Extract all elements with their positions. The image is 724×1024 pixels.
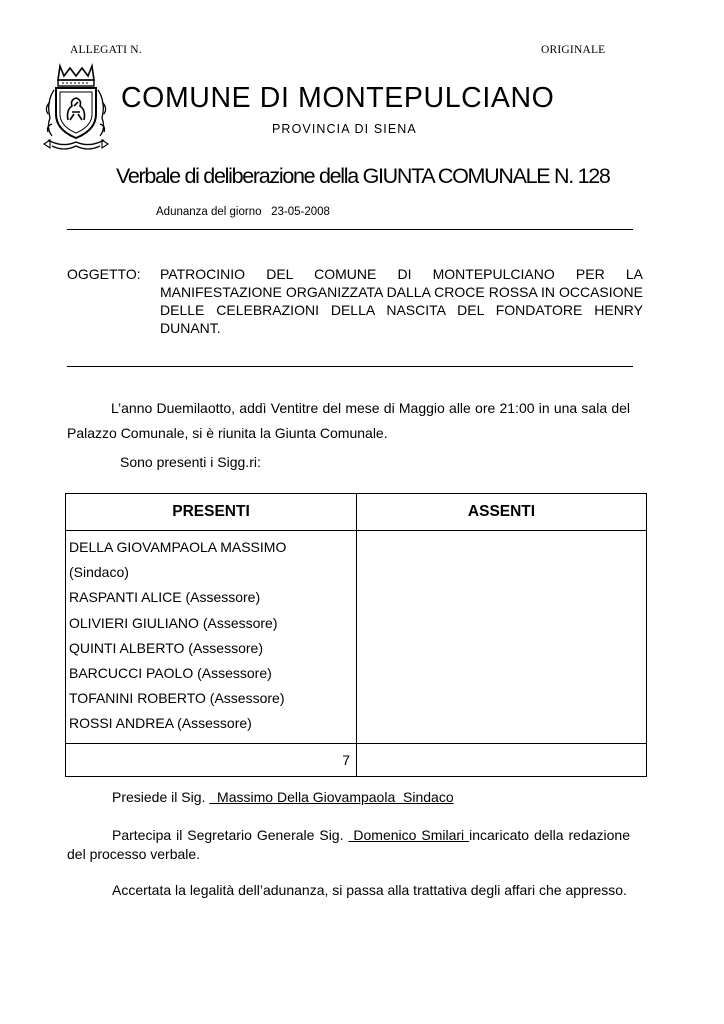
assenti-header: ASSENTI bbox=[357, 494, 647, 531]
presiede-name: Massimo Della Giovampaola Sindaco bbox=[209, 789, 454, 805]
divider bbox=[67, 366, 633, 367]
list-item: DELLA GIOVAMPAOLA MASSIMO bbox=[69, 539, 287, 555]
provincia-subtitle: PROVINCIA DI SIENA bbox=[272, 122, 417, 136]
partecipa-suffix: incaricato della redazione del processo verbale. bbox=[67, 827, 630, 862]
opening-paragraph: L’anno Duemilaotto, addì Ventitre del mese di Maggio alle ore 21:00 in una sala del Palazzo Comunale, si è riunita la Giunta Comunale. bbox=[67, 400, 630, 441]
list-item: BARCUCCI PAOLO (Assessore) bbox=[69, 664, 272, 681]
originale-label: ORIGINALE bbox=[541, 44, 606, 56]
municipal-crest-icon bbox=[42, 62, 110, 152]
oggetto-text: PATROCINIO DEL COMUNE DI MONTEPULCIANO PER LA MANIFESTAZIONE ORGANIZZATA DALLA CROCE ROSSA IN OCCASIONE DELLE CELEBRAZIONI DELLA NASCITA DEL FONDATORE HENRY DUNANT. bbox=[160, 266, 643, 336]
presenti-count: 7 bbox=[66, 743, 357, 776]
oggetto-label: OGGETTO: bbox=[67, 266, 141, 282]
adunanza-label: Adunanza del giorno bbox=[156, 206, 262, 218]
list-item: ROSSI ANDREA (Assessore) bbox=[69, 715, 252, 732]
partecipa-prefix: Partecipa il Segretario Generale Sig. bbox=[112, 827, 349, 843]
list-item: (Sindaco) bbox=[69, 564, 129, 581]
segretario-name: Domenico Smilari bbox=[348, 827, 470, 843]
adunanza-date: 23-05-2008 bbox=[271, 206, 330, 218]
divider bbox=[67, 229, 633, 230]
list-item: OLIVIERI GIULIANO (Assessore) bbox=[69, 614, 278, 631]
allegati-label: ALLEGATI N. bbox=[70, 44, 142, 56]
verbale-title: Verbale di deliberazione della GIUNTA COMUNALE N. 128 bbox=[116, 164, 610, 188]
partecipa-paragraph bbox=[67, 826, 630, 864]
attendance-table bbox=[65, 493, 647, 777]
list-item: RASPANTI ALICE (Assessore) bbox=[69, 589, 261, 606]
presenti-intro: Sono presenti i Sigg.ri: bbox=[120, 454, 261, 470]
list-item: QUINTI ALBERTO (Assessore) bbox=[69, 639, 263, 656]
list-item: TOFANINI ROBERTO (Assessore) bbox=[69, 690, 285, 707]
assenti-count bbox=[357, 743, 647, 776]
presiede-line bbox=[112, 789, 454, 805]
assenti-list bbox=[357, 531, 647, 744]
accertata-paragraph: Accertata la legalità dell’adunanza, si passa alla trattativa degli affari che appresso. bbox=[112, 882, 627, 898]
presiede-prefix: Presiede il Sig. bbox=[112, 789, 206, 805]
adunanza-line bbox=[156, 206, 330, 218]
presenti-header: PRESENTI bbox=[66, 494, 357, 531]
presenti-list bbox=[66, 531, 357, 744]
comune-title: COMUNE DI MONTEPULCIANO bbox=[121, 82, 555, 114]
